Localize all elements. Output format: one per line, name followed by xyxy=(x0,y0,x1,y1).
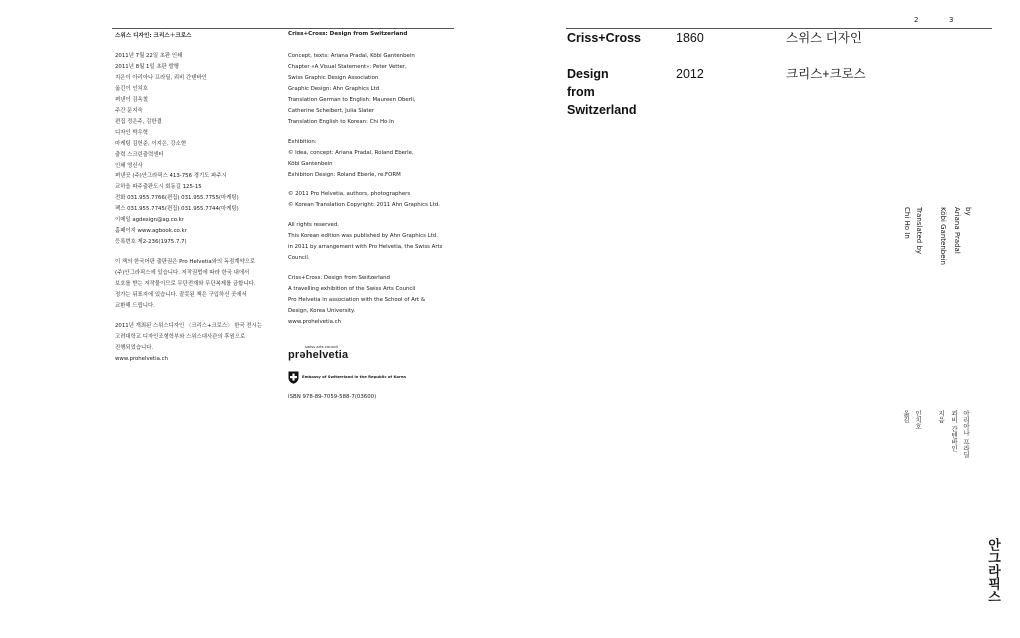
credit-ko-translator: 인치호 xyxy=(914,410,922,430)
exhibition-line: 고려대학교 디자인조형학부와 스위스대사관의 후원으로 xyxy=(115,333,246,340)
colophon-line: 홈페이지 www.agbook.co.kr xyxy=(115,228,187,235)
publisher-logo: 안그라픽스 xyxy=(985,538,1000,603)
credit-line: Translation German to English: Maureen Oberli, xyxy=(288,96,416,103)
page-number-left: 2 xyxy=(914,16,919,24)
isbn-text: ISBN 978-89-7059-588-7(03600) xyxy=(288,394,377,400)
colophon-line: 등록번호 제2-236(1975.7.7) xyxy=(115,239,187,246)
left-top-rule xyxy=(112,28,454,29)
rights-line: This Korean edition was published by Ahn Graphics Ltd. xyxy=(288,233,438,240)
rights-line: All rights reserved. xyxy=(288,222,339,229)
travelling-line: A travelling exhibition of the Swiss Arts Council xyxy=(288,286,416,293)
credit-translator: Chi Ho In xyxy=(903,207,911,239)
title-line: from xyxy=(567,85,595,99)
title-line: Design xyxy=(567,67,609,81)
title-line: Switzerland xyxy=(567,103,637,117)
colophon-line: 디자인 박우혁 xyxy=(115,129,148,136)
credit-line: Catherine Scheibert, Julia Slater xyxy=(288,107,375,114)
colophon-line: 전화 031.955.7766(편집) 031.955.7755(마케팅) xyxy=(115,195,239,202)
travelling-line: Criss+Cross: Design from Switzerland xyxy=(288,275,390,282)
year-2012: 2012 xyxy=(676,67,704,81)
credit-ko-written: 지음 xyxy=(937,410,945,423)
colophon-line: 2011년 8월 1일 초판 발행 xyxy=(115,63,179,70)
colophon-line: 교하읍 파주출판도시 회동길 125-15 xyxy=(115,184,202,191)
credit-line: Chapter «A Visual Statement»: Peter Vetter, xyxy=(288,63,407,70)
colophon-line: 편집 정은주, 김한결 xyxy=(115,118,162,125)
prohelvetia-tagline: swiss arts council xyxy=(305,344,339,349)
credit-ko-author-2: 쾨비 간텐바인 xyxy=(950,410,958,452)
exhibition-line: 2011년 개최된 스위스디자인 〈크리스+크로스〉 한국 전시는 xyxy=(115,322,262,329)
rights-line: Council. xyxy=(288,255,310,262)
swiss-cross-icon xyxy=(288,369,299,382)
isbn xyxy=(288,392,376,403)
colophon-line: 마케팅 김헌준, 이지은, 강소현 xyxy=(115,140,187,147)
korean-colophon-column xyxy=(115,51,262,365)
notice-line: (주)안그라픽스에 있습니다. 저작권법에 따라 한국 내에서 xyxy=(115,270,250,277)
english-header: Criss+Cross: Design from Switzerland xyxy=(288,31,408,37)
colophon-line: 인쇄 영신사 xyxy=(115,162,143,169)
credit-translated-by: Translated by xyxy=(915,207,923,255)
exhibition-line: www.prohelvetia.ch xyxy=(115,355,169,362)
credit-author-2: Köbi Gantenbein xyxy=(939,207,947,265)
colophon-line: 출력 스크린출력센터 xyxy=(115,151,164,158)
notice-line: 교환해 드립니다. xyxy=(115,302,155,309)
colophon-line: 팩스 031.955.7745(편집) 031.955.7744(마케팅) xyxy=(115,206,239,213)
credit-ko-author-1: 아리아나 프라딜 xyxy=(962,410,970,458)
colophon-line: 2011년 7월 22일 초판 인쇄 xyxy=(115,53,183,59)
credit-author-1: Ariana Pradal xyxy=(953,207,961,254)
english-credits-column xyxy=(288,51,442,328)
colophon-line: 펴낸곳 (주)안그라픽스 413-756 경기도 파주시 xyxy=(115,173,227,180)
colophon-line: 이메일 agdesign@ag.co.kr xyxy=(115,217,184,224)
credit-by: by xyxy=(964,207,972,216)
credit-line: Swiss Graphic Design Association xyxy=(288,74,379,81)
exhibition-credit-line: Exhibition: xyxy=(288,138,317,145)
credit-line: Concept, texts: Ariana Pradal, Köbi Gantenbein xyxy=(288,53,415,59)
copyright-line: © 2011 Pro Helvetia, authors, photographers xyxy=(288,191,411,198)
colophon-line: 옮긴이 인치호 xyxy=(115,85,148,92)
notice-line: 보호를 받는 저작물이므로 무단전재와 무단복제를 금합니다. xyxy=(115,281,256,288)
exhibition-credit-line: Exhibiton Design: Roland Eberle, re.FORM xyxy=(288,171,401,178)
travelling-line: www.prohelvetia.ch xyxy=(288,319,342,326)
korean-title-criss-cross: 크리스+크로스 xyxy=(786,67,866,81)
korean-header: 스위스 디자인: 크리스＋크로스 xyxy=(115,33,192,39)
page-number-right: 3 xyxy=(949,16,954,24)
exhibition-credit-line: Köbi Gantenbein xyxy=(288,160,333,167)
colophon-line: 주간 문지숙 xyxy=(115,107,143,114)
travelling-line: Design, Korea University. xyxy=(288,308,356,315)
notice-line: 이 책의 한국어판 출판권은 Pro Helvetia와의 독점계약으로 xyxy=(115,259,256,266)
credit-line: Translation English to Korean: Chi Ho In xyxy=(288,118,395,125)
notice-line: 정가는 뒤표지에 있습니다. 잘못된 책은 구입하신 곳에서 xyxy=(115,292,247,299)
rights-line: in 2011 by arrangement with Pro Helvetia, the Swiss Arts xyxy=(288,244,443,251)
exhibition-line: 진행되었습니다. xyxy=(115,344,154,351)
colophon-line: 지은이 아리아나 프라딜, 쾨비 간텐바인 xyxy=(115,74,207,81)
korean-title-swiss-design: 스위스 디자인 xyxy=(786,31,862,45)
embassy-text: Embassy of Switzerland in the Republic of Korea xyxy=(302,374,406,379)
travelling-line: Pro Helvetia in association with the School of Art & xyxy=(288,297,426,304)
colophon-line: 펴낸이 김옥철 xyxy=(115,96,148,103)
title-line: Criss+Cross xyxy=(567,31,641,45)
year-1860: 1860 xyxy=(676,31,704,45)
prohelvetia-logo: prǝhelvetia xyxy=(288,349,349,361)
copyright-line: © Korean Translation Copyright: 2011 Ahn Graphics Ltd. xyxy=(288,202,440,209)
exhibition-credit-line: © Idea, concept: Ariana Pradal, Roland Eberle, xyxy=(288,149,414,156)
credit-ko-translated: 옮김 xyxy=(902,410,910,423)
credit-line: Graphic Design: Ahn Graphics Ltd xyxy=(288,85,380,92)
